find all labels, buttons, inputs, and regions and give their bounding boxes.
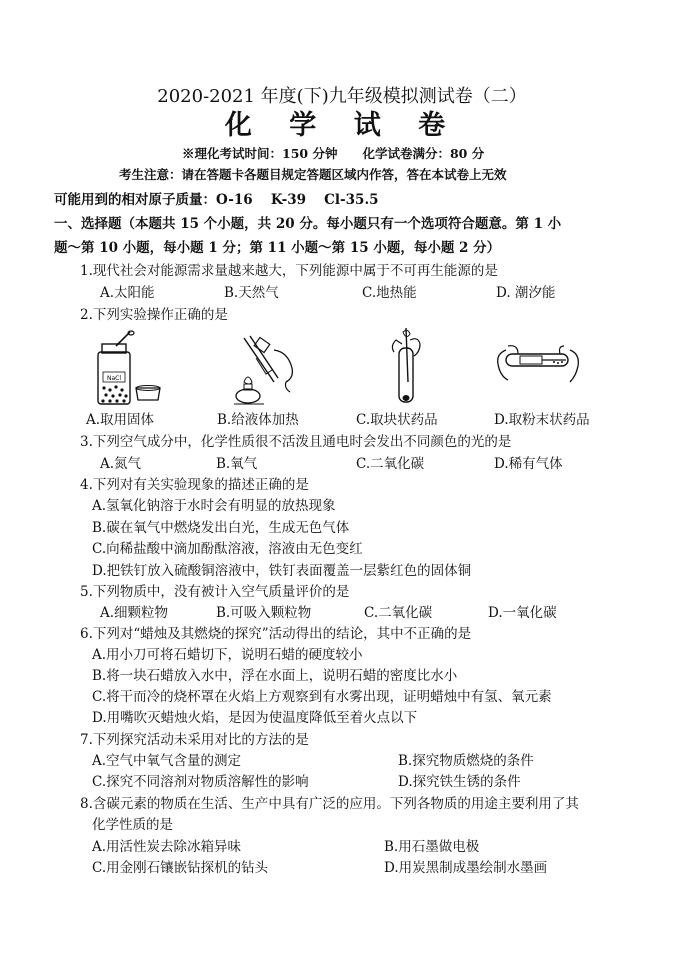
section-heading-line2: 题～第 10 小题，每小题 1 分；第 11 小题～第 15 小题，每小题 2 分） bbox=[54, 240, 501, 256]
question-1-option-c: C.地热能 bbox=[362, 285, 417, 301]
question-8-option-a: A.用活性炭去除冰箱异味 bbox=[92, 839, 242, 855]
question-1-option-a: A.太阳能 bbox=[100, 285, 155, 301]
question-1-stem: 1.现代社会对能源需求量越来越大，下列能源中属于不可再生能源的是 bbox=[80, 263, 498, 279]
question-2-option-a: A.取用固体 bbox=[86, 412, 155, 428]
question-4-option-b: B.碳在氧气中燃烧发出白光，生成无色气体 bbox=[92, 520, 350, 536]
figure-take-solid bbox=[88, 330, 168, 408]
question-8-stem-line2: 化学性质的是 bbox=[92, 817, 173, 833]
question-1-option-d: D. 潮汐能 bbox=[496, 285, 556, 301]
question-6-stem: 6.下列对“蜡烛及其燃烧的探究”活动得出的结论，其中不正确的是 bbox=[80, 626, 472, 642]
question-5-stem: 5.下列物质中，没有被计入空气质量评价的是 bbox=[80, 584, 350, 600]
question-7-option-b: B.探究物质燃烧的条件 bbox=[398, 753, 534, 769]
question-6-option-d: D.用嘴吹灭蜡烛火焰，是因为使温度降低至着火点以下 bbox=[92, 710, 418, 726]
question-3-option-a: A.氮气 bbox=[100, 456, 142, 472]
notice: 考生注意：请在答题卡各题目规定答题区域内作答，答在本试卷上无效 bbox=[119, 167, 507, 182]
question-4-option-d: D.把铁钉放入硫酸铜溶液中，铁钉表面覆盖一层紫红色的固体铜 bbox=[92, 563, 472, 579]
exam-title: 2020-2021 年度(下)九年级模拟测试卷（二） bbox=[157, 86, 527, 107]
question-3-option-b: B.氧气 bbox=[216, 456, 258, 472]
question-5-option-c: C.二氧化碳 bbox=[364, 605, 433, 621]
section-heading-line1: 一、选择题（本题共 15 个小题，共 20 分。每小题只有一个选项符合题意。第 1 小 bbox=[54, 216, 562, 232]
question-8-option-d: D.用炭黑制成墨绘制水墨画 bbox=[384, 860, 548, 876]
question-3-stem: 3.下列空气成分中，化学性质很不活泼且通电时会发出不同颜色的光的是 bbox=[80, 434, 512, 450]
nacl-label: NaCl bbox=[106, 375, 122, 382]
question-8-option-c: C.用金刚石镶嵌钻探机的钻头 bbox=[92, 860, 269, 876]
question-6-option-a: A.用小刀可将石蜡切下，说明石蜡的硬度较小 bbox=[92, 647, 363, 663]
figure-take-block bbox=[386, 326, 426, 408]
subject-title: 化 学 试 卷 bbox=[224, 110, 460, 141]
question-1-option-b: B.天然气 bbox=[224, 285, 279, 301]
exam-info: ※理化考试时间：150 分钟 化学试卷满分：80 分 bbox=[182, 146, 485, 161]
question-3-option-d: D.稀有气体 bbox=[494, 456, 563, 472]
question-6-option-b: B.将一块石蜡放入水中，浮在水面上，说明石蜡的密度比水小 bbox=[92, 668, 458, 684]
question-2-option-d: D.取粉末状药品 bbox=[494, 412, 590, 428]
question-7-stem: 7.下列探究活动未采用对比的方法的是 bbox=[80, 732, 309, 748]
question-7-option-a: A.空气中氧气含量的测定 bbox=[92, 753, 242, 769]
question-4-stem: 4.下列对有关实验现象的描述正确的是 bbox=[80, 477, 309, 493]
question-8-option-b: B.用石墨做电极 bbox=[384, 839, 480, 855]
question-7-option-c: C.探究不同溶剂对物质溶解性的影响 bbox=[92, 774, 309, 790]
atomic-mass-label: 可能用到的相对原子质量：O-16 K-39 Cl-35.5 bbox=[54, 192, 379, 208]
question-3-option-c: C.二氧化碳 bbox=[356, 456, 425, 472]
figure-take-powder bbox=[492, 340, 584, 386]
figure-heat-liquid bbox=[226, 330, 306, 408]
question-5-option-d: D.一氧化碳 bbox=[488, 605, 557, 621]
question-6-option-c: C.将干而冷的烧杯罩在火焰上方观察到有水雾出现，证明蜡烛中有氢、氧元素 bbox=[92, 689, 552, 705]
question-2-option-c: C.取块状药品 bbox=[356, 412, 438, 428]
question-5-option-b: B.可吸入颗粒物 bbox=[216, 605, 312, 621]
question-4-option-c: C.向稀盐酸中滴加酚酞溶液，溶液由无色变红 bbox=[92, 541, 363, 557]
question-8-stem-line1: 8.含碳元素的物质在生活、生产中具有广泛的应用。下列各物质的用途主要利用了其 bbox=[80, 796, 579, 812]
question-4-option-a: A.氢氧化钠溶于水时会有明显的放热现象 bbox=[92, 498, 336, 514]
question-7-option-d: D.探究铁生锈的条件 bbox=[398, 774, 521, 790]
question-2-stem: 2.下列实验操作正确的是 bbox=[80, 307, 228, 323]
question-2-option-b: B.给液体加热 bbox=[217, 412, 299, 428]
question-5-option-a: A.细颗粒物 bbox=[100, 605, 169, 621]
